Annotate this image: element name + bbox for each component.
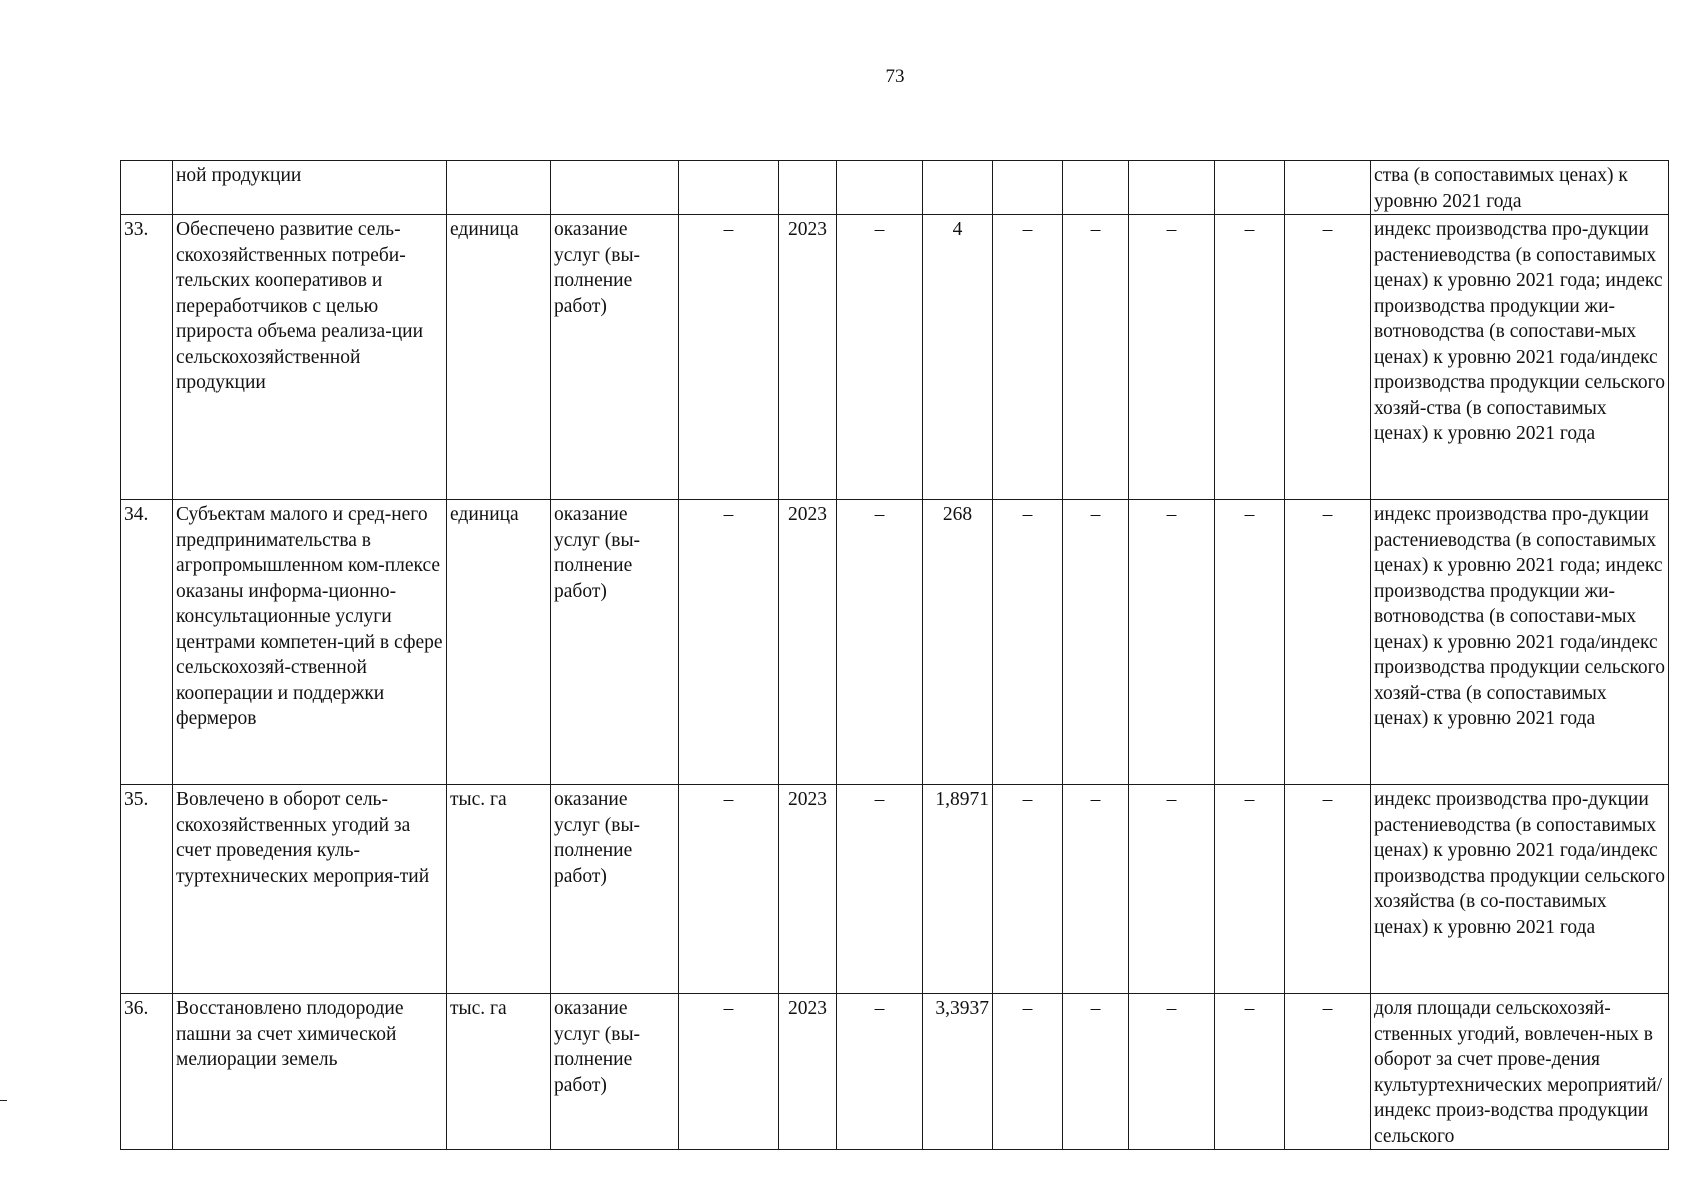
cell-type (551, 161, 679, 215)
cell-indicator: индекс производства про-дукции растениеводства (в сопоставимых ценах) к уровню 2021 года/индекс производства продукции сельского хозяйства (в со-поставимых ценах) к уровню 2021 года (1371, 785, 1669, 994)
table-row-continuation (121, 161, 1669, 215)
cell-year: 2023 (779, 994, 837, 1150)
page-number: 73 (885, 66, 905, 87)
cell-year: 2023 (779, 785, 837, 994)
cell-num: 34. (121, 500, 173, 785)
cell-base: – (679, 994, 779, 1150)
table-row (121, 994, 1669, 1150)
cell-value: – (1215, 500, 1285, 785)
cell-value: – (1285, 785, 1371, 994)
cell-value: – (1063, 994, 1129, 1150)
cell-value: – (837, 785, 923, 994)
cell-num (121, 161, 173, 215)
cell-unit: единица (447, 215, 551, 500)
cell-value: – (837, 994, 923, 1150)
cell-value: – (1063, 215, 1129, 500)
table-row (121, 785, 1669, 994)
cell-name: Обеспечено развитие сель-скохозяйственных потреби-тельских кооперативов и переработчиков с целью прироста объема реализа-ции сельскохозяйственной продукции (173, 215, 447, 500)
cell-value: 1,8971 (923, 785, 993, 994)
cell-num: 35. (121, 785, 173, 994)
cell-base: – (679, 215, 779, 500)
cell-name: Вовлечено в оборот сель-скохозяйственных угодий за счет проведения куль-туртехнических мероприя-тий (173, 785, 447, 994)
cell-value (1063, 161, 1129, 215)
cell-indicator: индекс производства про-дукции растениеводства (в сопоставимых ценах) к уровню 2021 года; индекс производства продукции жи-вотноводства (в сопостави-мых ценах) к уровню 2021 года/индекс производства продукции сельского хозяй-ства (в сопоставимых ценах) к уровню 2021 года (1371, 500, 1669, 785)
cell-value: – (1215, 994, 1285, 1150)
cell-value: – (1285, 500, 1371, 785)
cell-indicator: индекс производства про-дукции растениеводства (в сопоставимых ценах) к уровню 2021 года; индекс производства продукции жи-вотноводства (в сопостави-мых ценах) к уровню 2021 года/индекс производства продукции сельского хозяй-ства (в сопоставимых ценах) к уровню 2021 года (1371, 215, 1669, 500)
cell-indicator: ства (в сопоставимых ценах) к уровню 2021 года (1371, 161, 1669, 215)
table-row (121, 215, 1669, 500)
cell-value: 4 (923, 215, 993, 500)
cell-value: – (993, 785, 1063, 994)
cell-indicator: доля площади сельскохозяй-ственных угодий, вовлечен-ных в оборот за счет прове-дения культуртехнических мероприятий/индекс произ-водства продукции сельского (1371, 994, 1669, 1150)
cell-unit (447, 161, 551, 215)
cell-unit: тыс. га (447, 994, 551, 1150)
cell-value: – (1215, 785, 1285, 994)
targets-table (120, 160, 1669, 1150)
cell-value (993, 161, 1063, 215)
cell-value: – (993, 500, 1063, 785)
cell-value: – (1129, 500, 1215, 785)
cell-base: – (679, 785, 779, 994)
cell-value (1129, 161, 1215, 215)
cell-name: Субъектам малого и сред-него предпринимательства в агропромышленном ком-плексе оказаны информа-ционно-консультационные услуги центрами компетен-ций в сфере сельскохозяй-ственной кооперации и поддержки фермеров (173, 500, 447, 785)
cell-value: – (993, 994, 1063, 1150)
cell-num: 36. (121, 994, 173, 1150)
cell-value: – (1285, 994, 1371, 1150)
cell-value: – (993, 215, 1063, 500)
cell-value: – (1215, 215, 1285, 500)
cell-value: – (1129, 994, 1215, 1150)
cell-unit: тыс. га (447, 785, 551, 994)
cell-value (837, 161, 923, 215)
cell-base: – (679, 500, 779, 785)
cell-type: оказание услуг (вы-полнение работ) (551, 500, 679, 785)
margin-mark (0, 1100, 7, 1101)
cell-year: 2023 (779, 215, 837, 500)
cell-name: Восстановлено плодородие пашни за счет химической мелиорации земель (173, 994, 447, 1150)
cell-value: 3,3937 (923, 994, 993, 1150)
cell-type: оказание услуг (вы-полнение работ) (551, 785, 679, 994)
cell-unit: единица (447, 500, 551, 785)
cell-year (779, 161, 837, 215)
cell-type: оказание услуг (вы-полнение работ) (551, 994, 679, 1150)
cell-value (1215, 161, 1285, 215)
cell-year: 2023 (779, 500, 837, 785)
cell-value: – (1063, 785, 1129, 994)
cell-value: – (1129, 215, 1215, 500)
cell-value: – (1129, 785, 1215, 994)
cell-name: ной продукции (173, 161, 447, 215)
cell-value: – (837, 215, 923, 500)
cell-value: 268 (923, 500, 993, 785)
cell-value (923, 161, 993, 215)
cell-value: – (1285, 215, 1371, 500)
cell-value: – (837, 500, 923, 785)
cell-num: 33. (121, 215, 173, 500)
table-row (121, 500, 1669, 785)
cell-type: оказание услуг (вы-полнение работ) (551, 215, 679, 500)
cell-value (1285, 161, 1371, 215)
cell-value: – (1063, 500, 1129, 785)
cell-base (679, 161, 779, 215)
